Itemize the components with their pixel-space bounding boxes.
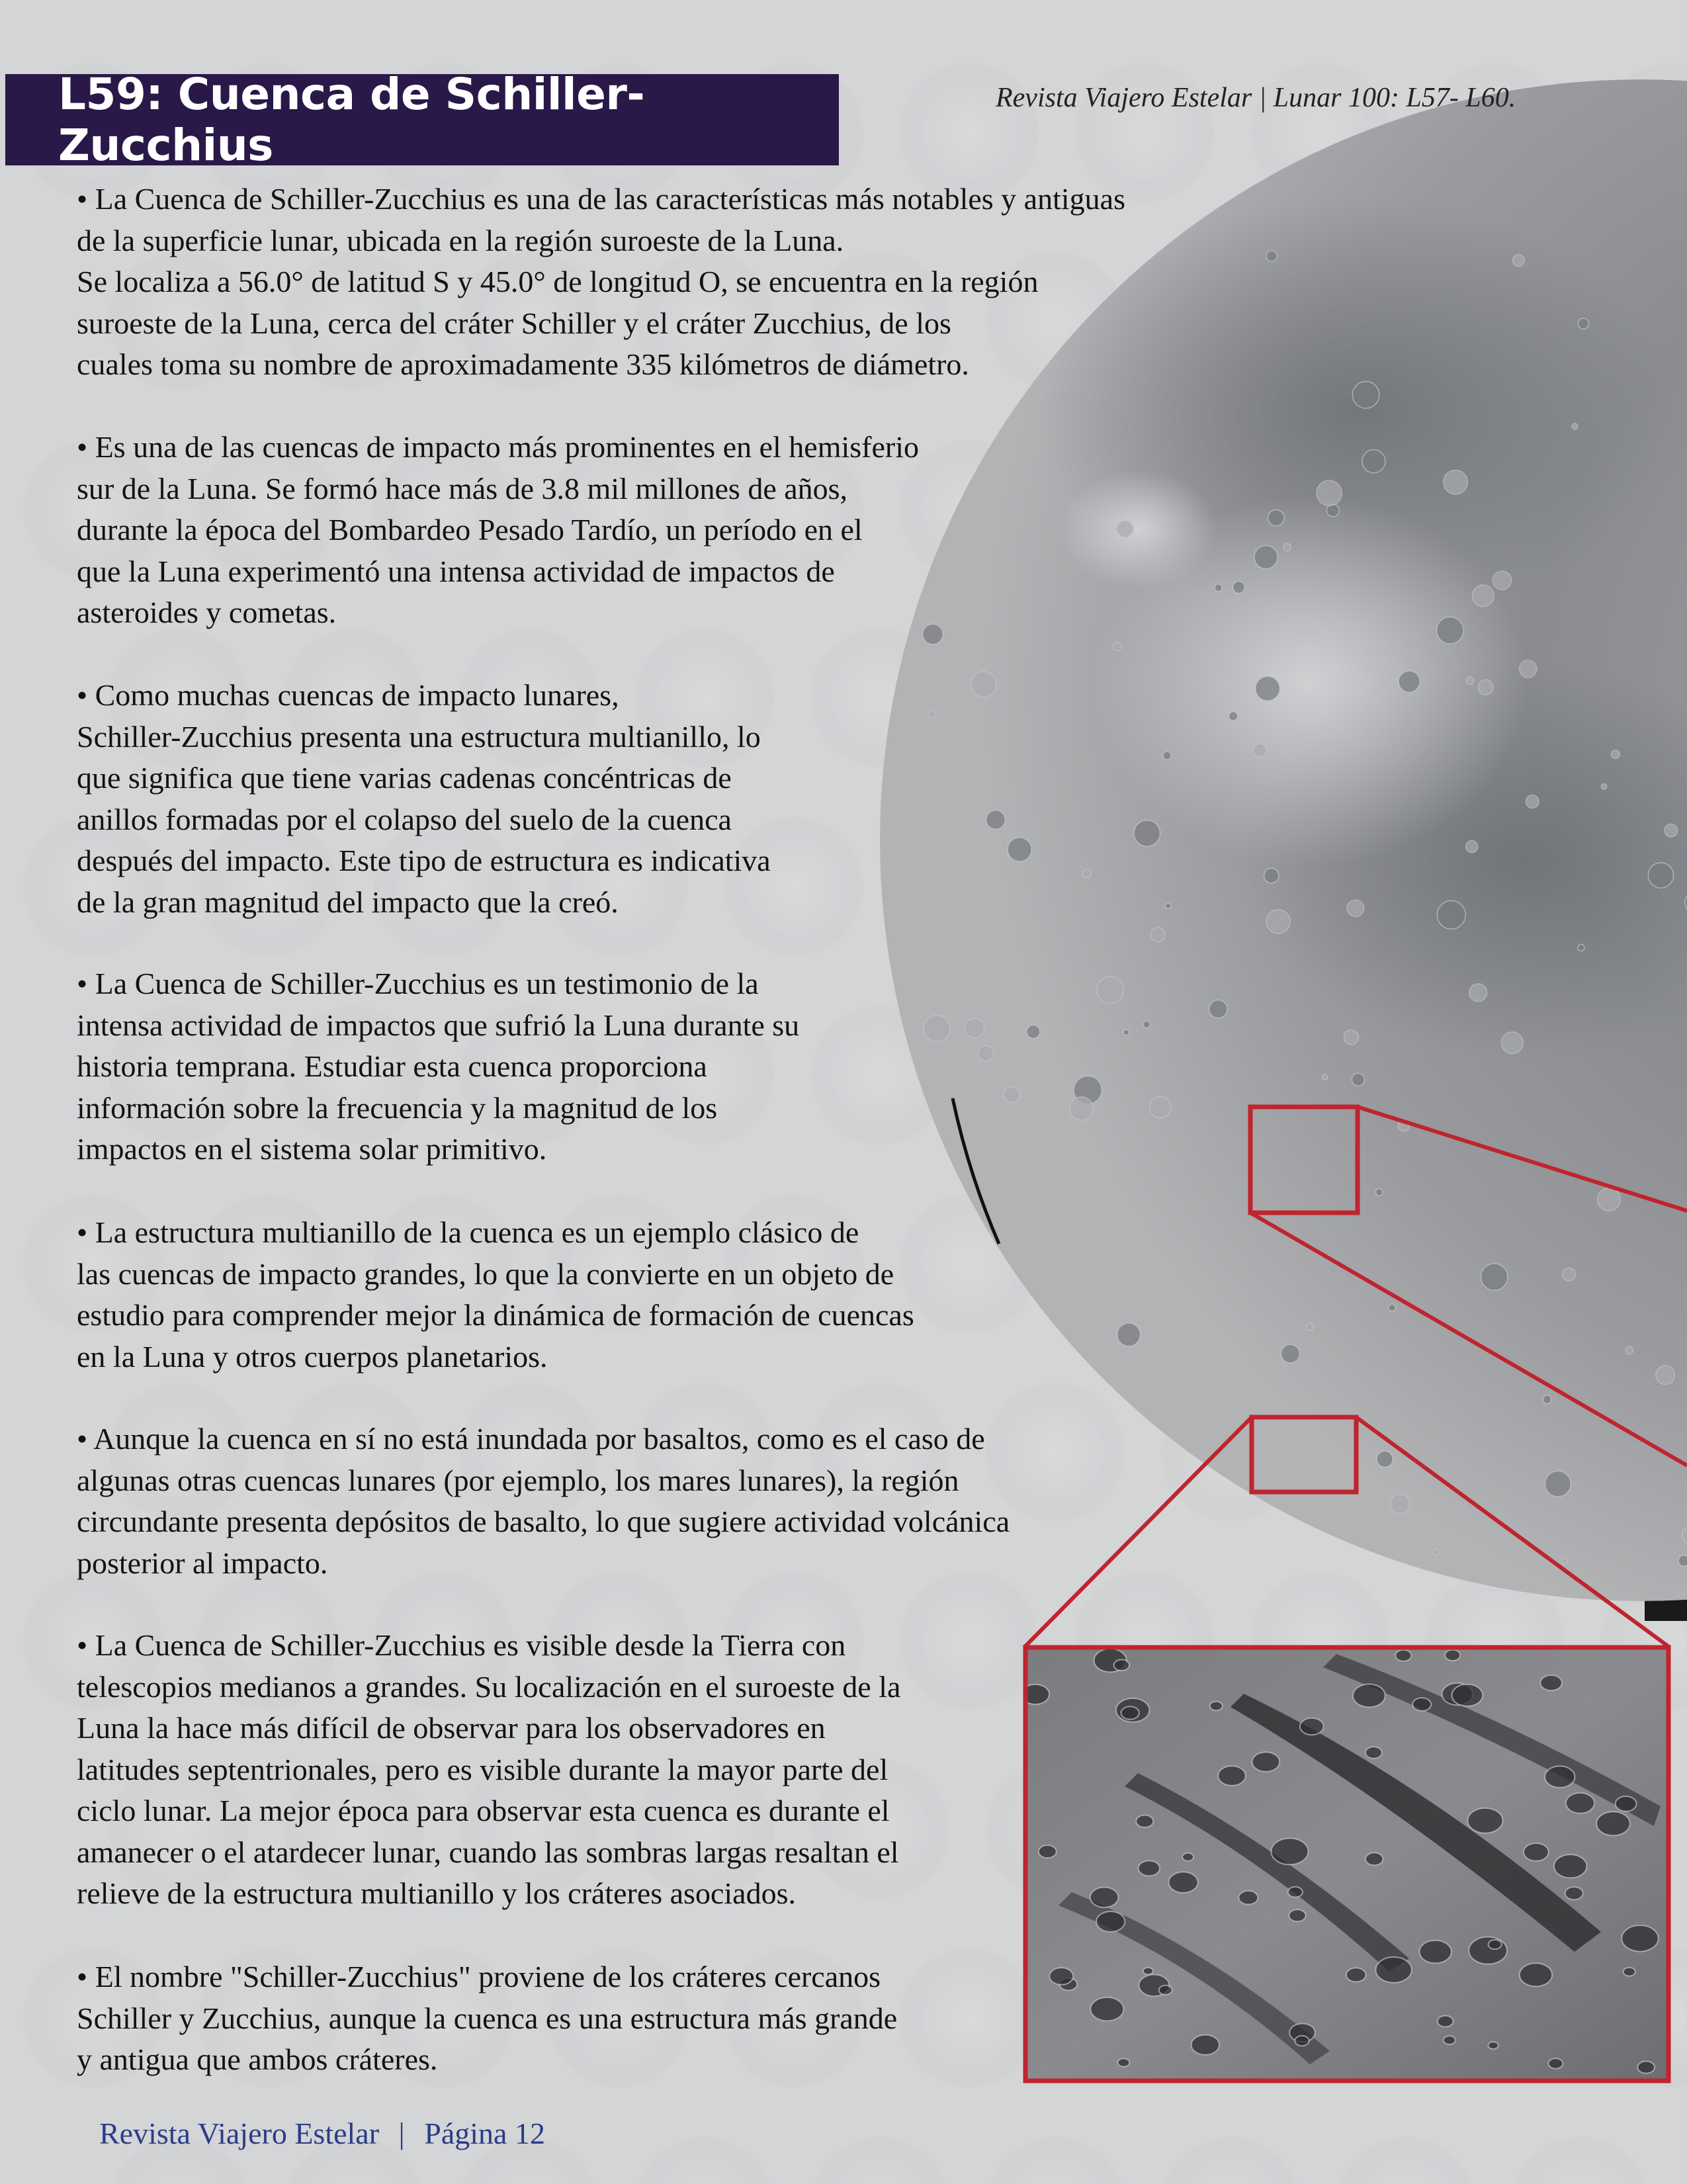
paragraph-5: [77, 1212, 1029, 1377]
inset-crater: [1191, 2035, 1220, 2055]
paragraph-4: [77, 963, 924, 1170]
moon-crater: [1347, 900, 1363, 916]
moon-crater: [1578, 318, 1588, 329]
text-line: Schiller-Zucchius presenta una estructura multianillo, lo: [77, 719, 761, 754]
inset-crater: [1238, 1891, 1258, 1905]
inset-crater: [1637, 2061, 1655, 2073]
page-title: L59: Cuenca de Schiller-Zucchius: [58, 69, 645, 171]
moon-crater: [1562, 1558, 1567, 1563]
paragraph-7: [77, 1625, 1010, 1915]
moon-crater: [1352, 382, 1379, 409]
moon-crater: [1254, 545, 1277, 568]
moon-crater: [1389, 1304, 1396, 1311]
moon-crater: [1656, 1366, 1674, 1384]
moon-crater: [1469, 984, 1487, 1002]
moon-crater: [1322, 1074, 1328, 1080]
moon-crater: [1070, 1097, 1094, 1121]
inset-crater: [1545, 1766, 1575, 1788]
magazine-reference: Revista Viajero Estelar | Lunar 100: L57- L60.: [996, 83, 1516, 113]
inset-crater: [1524, 1843, 1549, 1861]
text-line: cuales toma su nombre de aproximadamente 335 kilómetros de diámetro.: [77, 347, 969, 381]
inset-crater: [1438, 2016, 1453, 2027]
inset-crater: [1565, 1887, 1583, 1900]
paragraph-3: [77, 675, 917, 923]
moon-crater: [1150, 928, 1165, 942]
moon-crater: [1501, 1032, 1523, 1054]
inset-crater: [1218, 1766, 1246, 1786]
crater-detail-inset: [1021, 1647, 1668, 2081]
moon-crater: [1027, 1025, 1040, 1038]
inset-crater: [1210, 1702, 1223, 1711]
text-line: que significa que tiene varias cadenas concéntricas de: [77, 761, 732, 795]
paragraph-1: [77, 179, 1281, 386]
text-line: algunas otras cuencas lunares (por ejemplo, los mares lunares), la región: [77, 1463, 959, 1497]
moon-crater: [1612, 750, 1620, 759]
text-line: sur de la Luna. Se formó hace más de 3.8 mil millones de años,: [77, 471, 848, 505]
moon-crater: [1466, 677, 1473, 684]
inset-crater: [1566, 1793, 1594, 1813]
inset-crater: [1623, 1968, 1635, 1976]
text-line: Schiller y Zucchius, aunque la cuenca es una estructura más grande: [77, 2001, 898, 2035]
moon-crater: [1362, 450, 1385, 473]
text-line: asteroides y cometas.: [77, 595, 337, 629]
text-line: de la superficie lunar, ubicada en la región suroeste de la Luna.: [77, 223, 844, 257]
moon-crater: [1256, 676, 1280, 701]
inset-crater: [1445, 1650, 1460, 1661]
moon-crater: [1520, 660, 1537, 677]
inset-crater: [1469, 1937, 1507, 1964]
inset-crater: [1412, 1698, 1431, 1711]
inset-crater: [1365, 1747, 1382, 1759]
text-line: • La estructura multianillo de la cuenca es un ejemplo clásico de: [77, 1215, 859, 1249]
moon-crater: [929, 711, 936, 718]
moon-crater: [1281, 1344, 1299, 1363]
inset-crater: [1489, 1940, 1502, 1949]
text-line: suroeste de la Luna, cerca del cráter Schiller y el cráter Zucchius, de los: [77, 306, 951, 340]
inset-crater: [1540, 1675, 1562, 1690]
inset-crater: [1143, 1968, 1153, 1975]
inset-crater: [1039, 1845, 1057, 1858]
inset-crater: [1365, 1853, 1383, 1865]
text-line: de la gran magnitud del impacto que la creó.: [77, 885, 619, 919]
inset-crater: [1159, 1986, 1172, 1995]
moon-crater: [1648, 863, 1673, 888]
moon-crater: [1165, 903, 1170, 908]
inset-crater: [1096, 1911, 1125, 1932]
moon-crater: [924, 1016, 950, 1042]
text-line: relieve de la estructura multianillo y los cráteres asociados.: [77, 1876, 796, 1910]
text-line: anillos formadas por el colapso del suelo de la cuenca: [77, 802, 732, 836]
moon-crater: [1399, 671, 1420, 693]
moon-crater: [1377, 1451, 1393, 1467]
moon-crater: [1134, 820, 1160, 847]
moon-crater: [1344, 1030, 1359, 1045]
inset-crater: [1139, 1860, 1160, 1876]
moon-crater: [1625, 1346, 1633, 1354]
paragraph-2: [77, 427, 1029, 634]
moon-crater: [1283, 543, 1291, 550]
text-line: • Es una de las cuencas de impacto más prominentes en el hemisferio: [77, 430, 920, 464]
moon-crater: [1113, 642, 1121, 650]
moon-crater: [1004, 1086, 1019, 1102]
moon-crater: [1117, 521, 1134, 538]
text-line: impactos en el sistema solar primitivo.: [77, 1132, 547, 1166]
inset-crater: [1114, 1659, 1130, 1671]
moon-crater: [1492, 571, 1511, 590]
text-line: estudio para comprender mejor la dinámica de formación de cuencas: [77, 1298, 914, 1332]
text-line: ciclo lunar. La mejor época para observar esta cuenca es durante el: [77, 1794, 890, 1827]
inset-crater: [1616, 1796, 1637, 1812]
title-bar: [5, 69, 839, 171]
text-line: latitudes septentrionales, pero es visible durante la mayor parte del: [77, 1752, 888, 1786]
moon-crater: [971, 672, 996, 697]
text-line: • La Cuenca de Schiller-Zucchius es un testimonio de la: [77, 967, 759, 1000]
text-line: historia temprana. Estudiar esta cuenca proporciona: [77, 1049, 707, 1083]
text-line: amanecer o el atardecer lunar, cuando las sombras largas resaltan el: [77, 1835, 899, 1869]
moon-crater: [1598, 1188, 1621, 1211]
inset-crater: [1300, 1718, 1324, 1735]
moon-crater: [1352, 1073, 1364, 1086]
inset-crater: [1295, 2036, 1309, 2046]
inset-crater: [1467, 1808, 1502, 1833]
inset-crater: [1182, 1853, 1193, 1861]
text-line: Se localiza a 56.0° de latitud S y 45.0° de longitud O, se encuentra en la región: [77, 265, 1039, 298]
inset-crater: [1289, 1909, 1305, 1921]
text-line: • La Cuenca de Schiller-Zucchius es visible desde la Tierra con: [77, 1628, 846, 1662]
inset-crater: [1375, 1957, 1412, 1983]
moon-crater: [1545, 1471, 1571, 1497]
moon-crater: [1513, 255, 1525, 267]
text-line: circundante presenta depósitos de basalto, lo que sugiere actividad volcánica: [77, 1505, 1010, 1538]
inset-crater: [1136, 1815, 1153, 1827]
text-line: • Aunque la cuenca en sí no está inundada por basaltos, como es el caso de: [77, 1422, 985, 1456]
moon-crater: [1479, 679, 1494, 695]
inset-crater: [1252, 1752, 1280, 1772]
page-footer: [99, 2116, 545, 2151]
inset-crater: [1596, 1812, 1630, 1835]
moon-crater: [1209, 1000, 1227, 1018]
moon-crater: [1444, 470, 1468, 495]
footer-page-number: Página 12: [424, 2117, 545, 2150]
moon-crater: [1150, 1097, 1171, 1118]
moon-crater: [1008, 838, 1031, 861]
moon-crater: [1266, 910, 1290, 934]
moon-crater: [1473, 585, 1494, 606]
text-line: durante la época del Bombardeo Pesado Tardío, un período en el: [77, 513, 863, 546]
moon-crater: [1375, 1189, 1383, 1196]
moon-crater: [1264, 868, 1279, 883]
text-line: las cuencas de impacto grandes, lo que la convierte en un objeto de: [77, 1256, 894, 1291]
moon-crater: [1601, 784, 1607, 790]
moon-crater: [1117, 1323, 1141, 1346]
moon-crater: [1466, 841, 1478, 853]
moon-crater: [1678, 1555, 1687, 1567]
moon-crater: [1229, 712, 1238, 721]
moon-crater: [1143, 1021, 1150, 1028]
moon-crater: [1390, 1494, 1410, 1514]
moon-crater: [1083, 869, 1091, 877]
moon-crater: [1268, 509, 1285, 526]
footer-separator: |: [398, 2117, 405, 2150]
text-line: en la Luna y otros cuerpos planetarios.: [77, 1339, 548, 1374]
inset-crater: [1090, 1997, 1123, 2021]
inset-crater: [1168, 1872, 1197, 1893]
text-line: después del impacto. Este tipo de estructura es indicativa: [77, 844, 771, 877]
text-line: telescopios medianos a grandes. Su localización en el suroeste de la: [77, 1669, 901, 1704]
moon-crater: [1526, 795, 1539, 808]
moon-crater: [1665, 824, 1677, 837]
paragraph-8: [77, 1956, 1010, 2081]
inset-crater: [1554, 1855, 1587, 1878]
inset-crater: [1353, 1684, 1385, 1707]
moon-crater: [1436, 617, 1463, 644]
text-line: y antigua que ambos cráteres.: [77, 2042, 438, 2076]
moon-crater: [1578, 944, 1584, 951]
moon-crater: [1317, 480, 1342, 505]
moon-crater: [1437, 900, 1465, 929]
text-line: • La Cuenca de Schiller-Zucchius es una de las características más notables y antiguas: [77, 182, 1125, 216]
moon-crater: [1253, 744, 1266, 757]
inset-crater: [1419, 1941, 1451, 1964]
moon-crater: [1572, 423, 1578, 429]
inset-crater: [1622, 1925, 1659, 1952]
moon-crater: [1123, 1029, 1129, 1035]
paragraph-6: [77, 1419, 1248, 1584]
moon-crater: [978, 1045, 994, 1061]
text-line: que la Luna experimentó una intensa actividad de impactos de: [77, 554, 835, 588]
inset-crater: [1452, 1684, 1483, 1706]
text-line: intensa actividad de impactos que sufrió la Luna durante su: [77, 1008, 800, 1042]
moon-crater: [1097, 977, 1123, 1003]
moon-crater: [1434, 1550, 1440, 1555]
moon-crater: [1163, 752, 1171, 760]
inset-crater: [1288, 1887, 1303, 1898]
inset-crater: [1395, 1650, 1411, 1661]
moon-crater: [1233, 582, 1244, 593]
text-line: posterior al impacto.: [77, 1546, 328, 1580]
inset-crater: [1346, 1968, 1366, 1982]
text-line: información sobre la frecuencia y la magnitud de los: [77, 1090, 718, 1125]
moon-crater: [1543, 1395, 1551, 1404]
inset-crater: [1118, 2058, 1130, 2067]
inset-crater: [1049, 1968, 1073, 1985]
text-line: Luna la hace más difícil de observar para los observadores en: [77, 1711, 826, 1745]
inset-crater: [1271, 1838, 1308, 1864]
text-line: • Como muchas cuencas de impacto lunares,: [77, 678, 619, 712]
text-line: • El nombre "Schiller-Zucchius" proviene de los cráteres cercanos: [77, 1960, 881, 1993]
inset-crater: [1090, 1887, 1119, 1907]
moon-crater: [1481, 1264, 1508, 1291]
moon-crater: [1563, 1268, 1576, 1281]
inset-crater: [1444, 2036, 1455, 2044]
footer-magazine: Revista Viajero Estelar: [99, 2117, 380, 2150]
moon-crater: [1215, 584, 1222, 591]
moon-crater: [965, 1018, 984, 1037]
moon-crater: [986, 810, 1006, 830]
moon-crater: [1306, 1323, 1313, 1331]
inset-crater: [1488, 2042, 1498, 2049]
inset-crater: [1548, 2058, 1563, 2069]
inset-crater: [1520, 1963, 1553, 1986]
inset-crater: [1121, 1706, 1139, 1720]
